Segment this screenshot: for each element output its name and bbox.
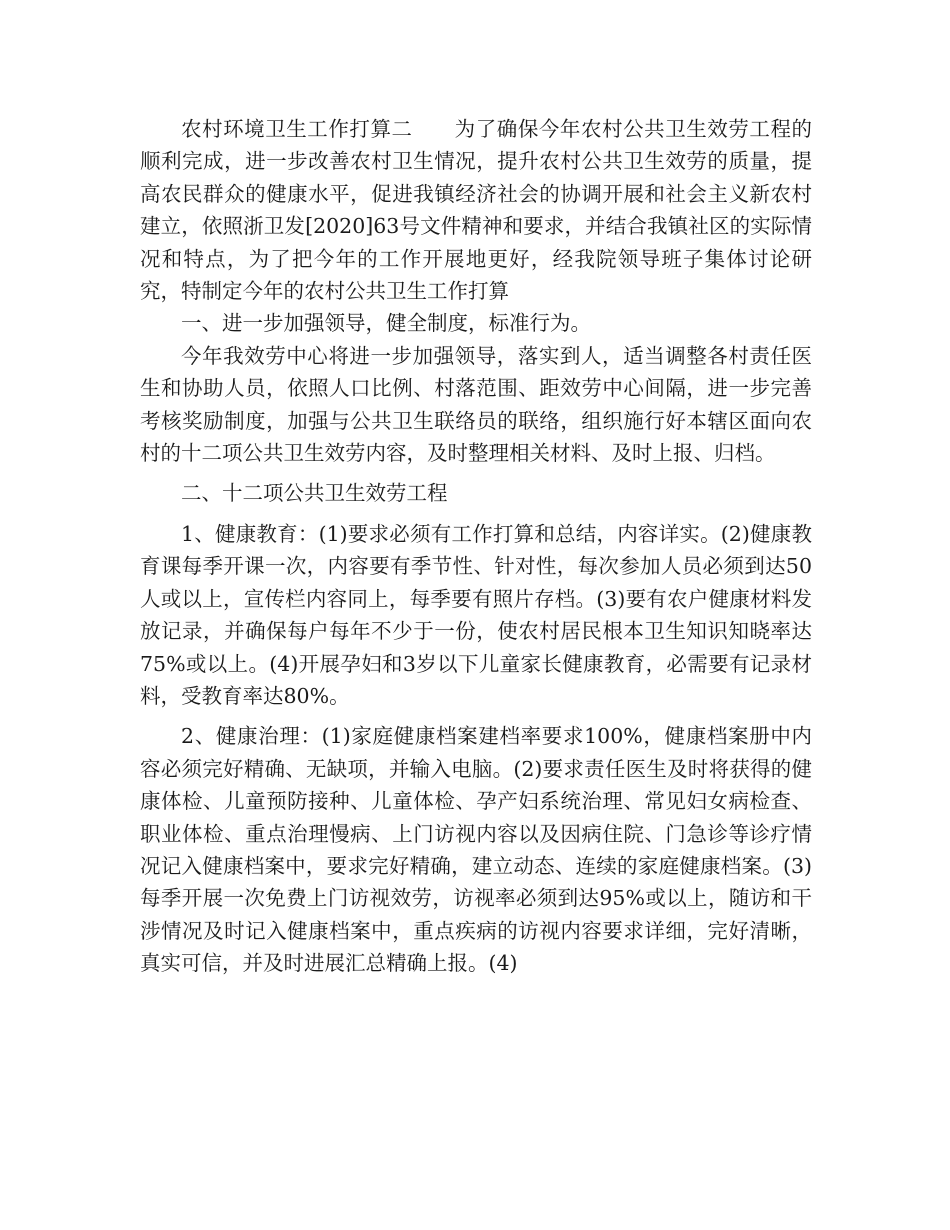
item-2-paragraph: 2、健康治理：(1)家庭健康档案建档率要求100%，健康档案册中内容必须完好精确、无缺项，并输入电脑。(2)要求责任医生及时将获得的健康体检、儿童预防接种、儿童体检、孕产妇系统治理、常见妇女病检查、职业体检、重点治理慢病、上门访视内容以及因病住院、门急诊等诊疗情况记入健康档案中，要求完好精确，建立动态、连续的家庭健康档案。(3)每季开展一次免费上门访视效劳，访视率必须到达95%或以上，随访和干涉情况及时记入健康档案中，重点疾病的访视内容要求详细，完好清晰，真实可信，并及时进展汇总精确上报。(4) [140,724,812,976]
section-1-paragraph: 今年我效劳中心将进一步加强领导，落实到人，适当调整各村责任医生和协助人员，依照人口比例、村落范围、距效劳中心间隔，进一步完善考核奖励制度，加强与公共卫生联络员的联络，组织施行好本辖区面向农村的十二项公共卫生效劳内容，及时整理相关材料、及时上报、归档。 [140,343,812,466]
item-1-paragraph: 1、健康教育：(1)要求必须有工作打算和总结，内容详实。(2)健康教育课每季开课一次，内容要有季节性、针对性，每次参加人员必须到达50人或以上，宣传栏内容同上，每季要有照片存档。(3)要有农户健康材料发放记录，并确保每户每年不少于一份，使农村居民根本卫生知识知晓率达75%或以上。(4)开展孕妇和3岁以下儿童家长健康教育，必需要有记录材料，受教育率达80%。 [140,521,812,708]
section-1-heading: 一、进一步加强领导，健全制度，标准行为。 [181,311,591,336]
document-body [140,113,812,980]
section-2-heading: 二、十二项公共卫生效劳工程 [181,481,448,506]
intro-paragraph: 农村环境卫生工作打算二 为了确保今年农村公共卫生效劳工程的顺利完成，进一步改善农村卫生情况，提升农村公共卫生效劳的质量，提高农民群众的健康水平，促进我镇经济社会的协调开展和社会主义新农村建立，依照浙卫发[2020]63号文件精神和要求，并结合我镇社区的实际情况和特点，为了把今年的工作开展地更好，经我院领导班子集体讨论研究，特制定今年的农村公共卫生工作打算 [140,117,812,304]
